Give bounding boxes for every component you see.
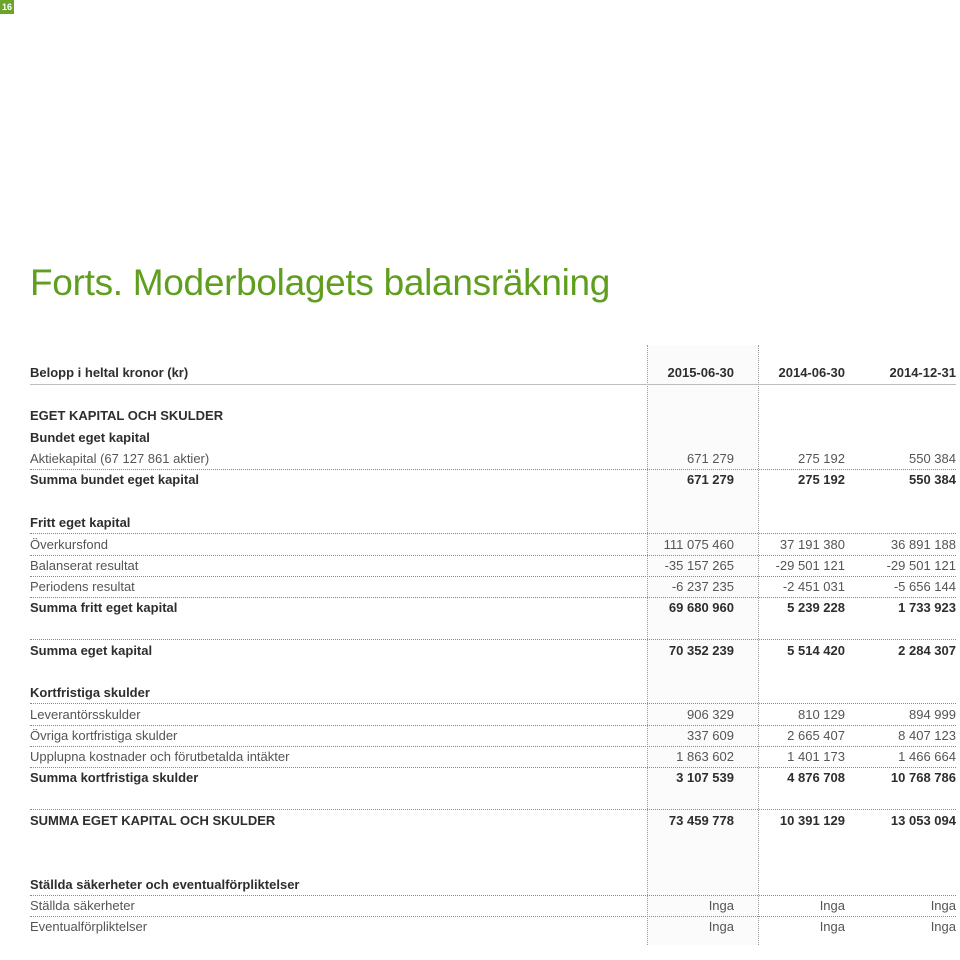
sum-row [30,767,956,788]
kortfristiga-heading: Kortfristiga skulder [30,685,150,700]
row-value: 1 401 173 [787,749,845,764]
subsection-heading [30,682,956,704]
subsection-heading [30,427,956,448]
row-label: Upplupna kostnader och förutbetalda intäkter [30,749,290,764]
row-value: 337 609 [687,728,734,743]
sum-value: 2 284 307 [898,643,956,658]
sum-value: 1 733 923 [898,600,956,615]
fritt-heading: Fritt eget kapital [30,515,131,530]
section-heading [30,405,956,426]
column-header-2014-06-30: 2014-06-30 [778,365,845,380]
row-value: 894 999 [909,707,956,722]
row-value: Inga [819,919,845,934]
sum-value: 4 876 708 [787,770,845,785]
row-value: Inga [819,898,845,913]
row-label: Ställda säkerheter [30,898,135,913]
total-label: SUMMA EGET KAPITAL OCH SKULDER [30,813,276,828]
row-value: -5 656 144 [893,579,956,594]
row-label: Eventualförpliktelser [30,919,148,934]
table-row [30,895,956,917]
sum-value: 550 384 [909,472,956,487]
row-value: 36 891 188 [890,537,956,552]
amount-unit-label: Belopp i heltal kronor (kr) [30,365,189,380]
row-value: 550 384 [909,451,956,466]
table-row [30,555,956,577]
sum-label: Summa bundet eget kapital [30,472,200,487]
table-row [30,448,956,470]
sum-value: 275 192 [798,472,845,487]
row-value: 37 191 380 [779,537,845,552]
table-row [30,704,956,726]
row-value: Inga [708,919,734,934]
page-title: Forts. Moderbolagets balansräkning [30,262,611,303]
row-value: 111 075 460 [663,537,734,552]
row-label: Övriga kortfristiga skulder [30,728,178,743]
table-header [30,362,956,385]
row-value: 810 129 [798,707,845,722]
stallda-heading: Ställda säkerheter och eventualförpliktelser [30,877,300,892]
total-value: 13 053 094 [890,813,956,828]
row-value: Inga [930,898,956,913]
subsection-heading [30,874,956,896]
page-number: 16 [1,2,12,12]
sum-label: Summa eget kapital [30,643,153,658]
bundet-heading: Bundet eget kapital [30,430,150,445]
row-label: Balanserat resultat [30,558,139,573]
row-value: -29 501 121 [886,558,956,573]
sum-label: Summa fritt eget kapital [30,600,178,615]
row-label: Periodens resultat [30,579,135,594]
row-value: 671 279 [687,451,734,466]
total-row [30,809,956,831]
sum-value: 5 239 228 [787,600,845,615]
row-value: Inga [930,919,956,934]
column-header-2014-12-31: 2014-12-31 [889,365,956,380]
table-row [30,725,956,747]
row-value: Inga [708,898,734,913]
row-value: -29 501 121 [775,558,845,573]
sum-row [30,469,956,490]
row-label: Överkursfond [30,537,109,552]
total-value: 10 391 129 [779,813,845,828]
table-row [30,534,956,556]
row-value: -2 451 031 [782,579,845,594]
sum-value: 5 514 420 [787,643,845,658]
row-value: -6 237 235 [671,579,734,594]
row-label: Aktiekapital (67 127 861 aktier) [30,451,210,466]
sum-value: 671 279 [687,472,734,487]
sum-value: 69 680 960 [668,600,734,615]
row-value: 2 665 407 [787,728,845,743]
table-row [30,576,956,598]
row-value: 1 466 664 [898,749,956,764]
row-label: Leverantörsskulder [30,707,141,722]
table-row [30,746,956,768]
sum-value: 3 107 539 [676,770,734,785]
section-heading-label: EGET KAPITAL OCH SKULDER [30,408,224,423]
row-value: 8 407 123 [898,728,956,743]
total-value: 73 459 778 [668,813,734,828]
table-row [30,916,956,937]
sum-row [30,597,956,618]
sum-row [30,639,956,661]
sum-value: 70 352 239 [668,643,734,658]
column-header-2015-06-30: 2015-06-30 [667,365,734,380]
row-value: -35 157 265 [664,558,734,573]
sum-label: Summa kortfristiga skulder [30,770,199,785]
row-value: 906 329 [687,707,734,722]
row-value: 1 863 602 [676,749,734,764]
sum-value: 10 768 786 [890,770,956,785]
subsection-heading [30,512,956,534]
row-value: 275 192 [798,451,845,466]
